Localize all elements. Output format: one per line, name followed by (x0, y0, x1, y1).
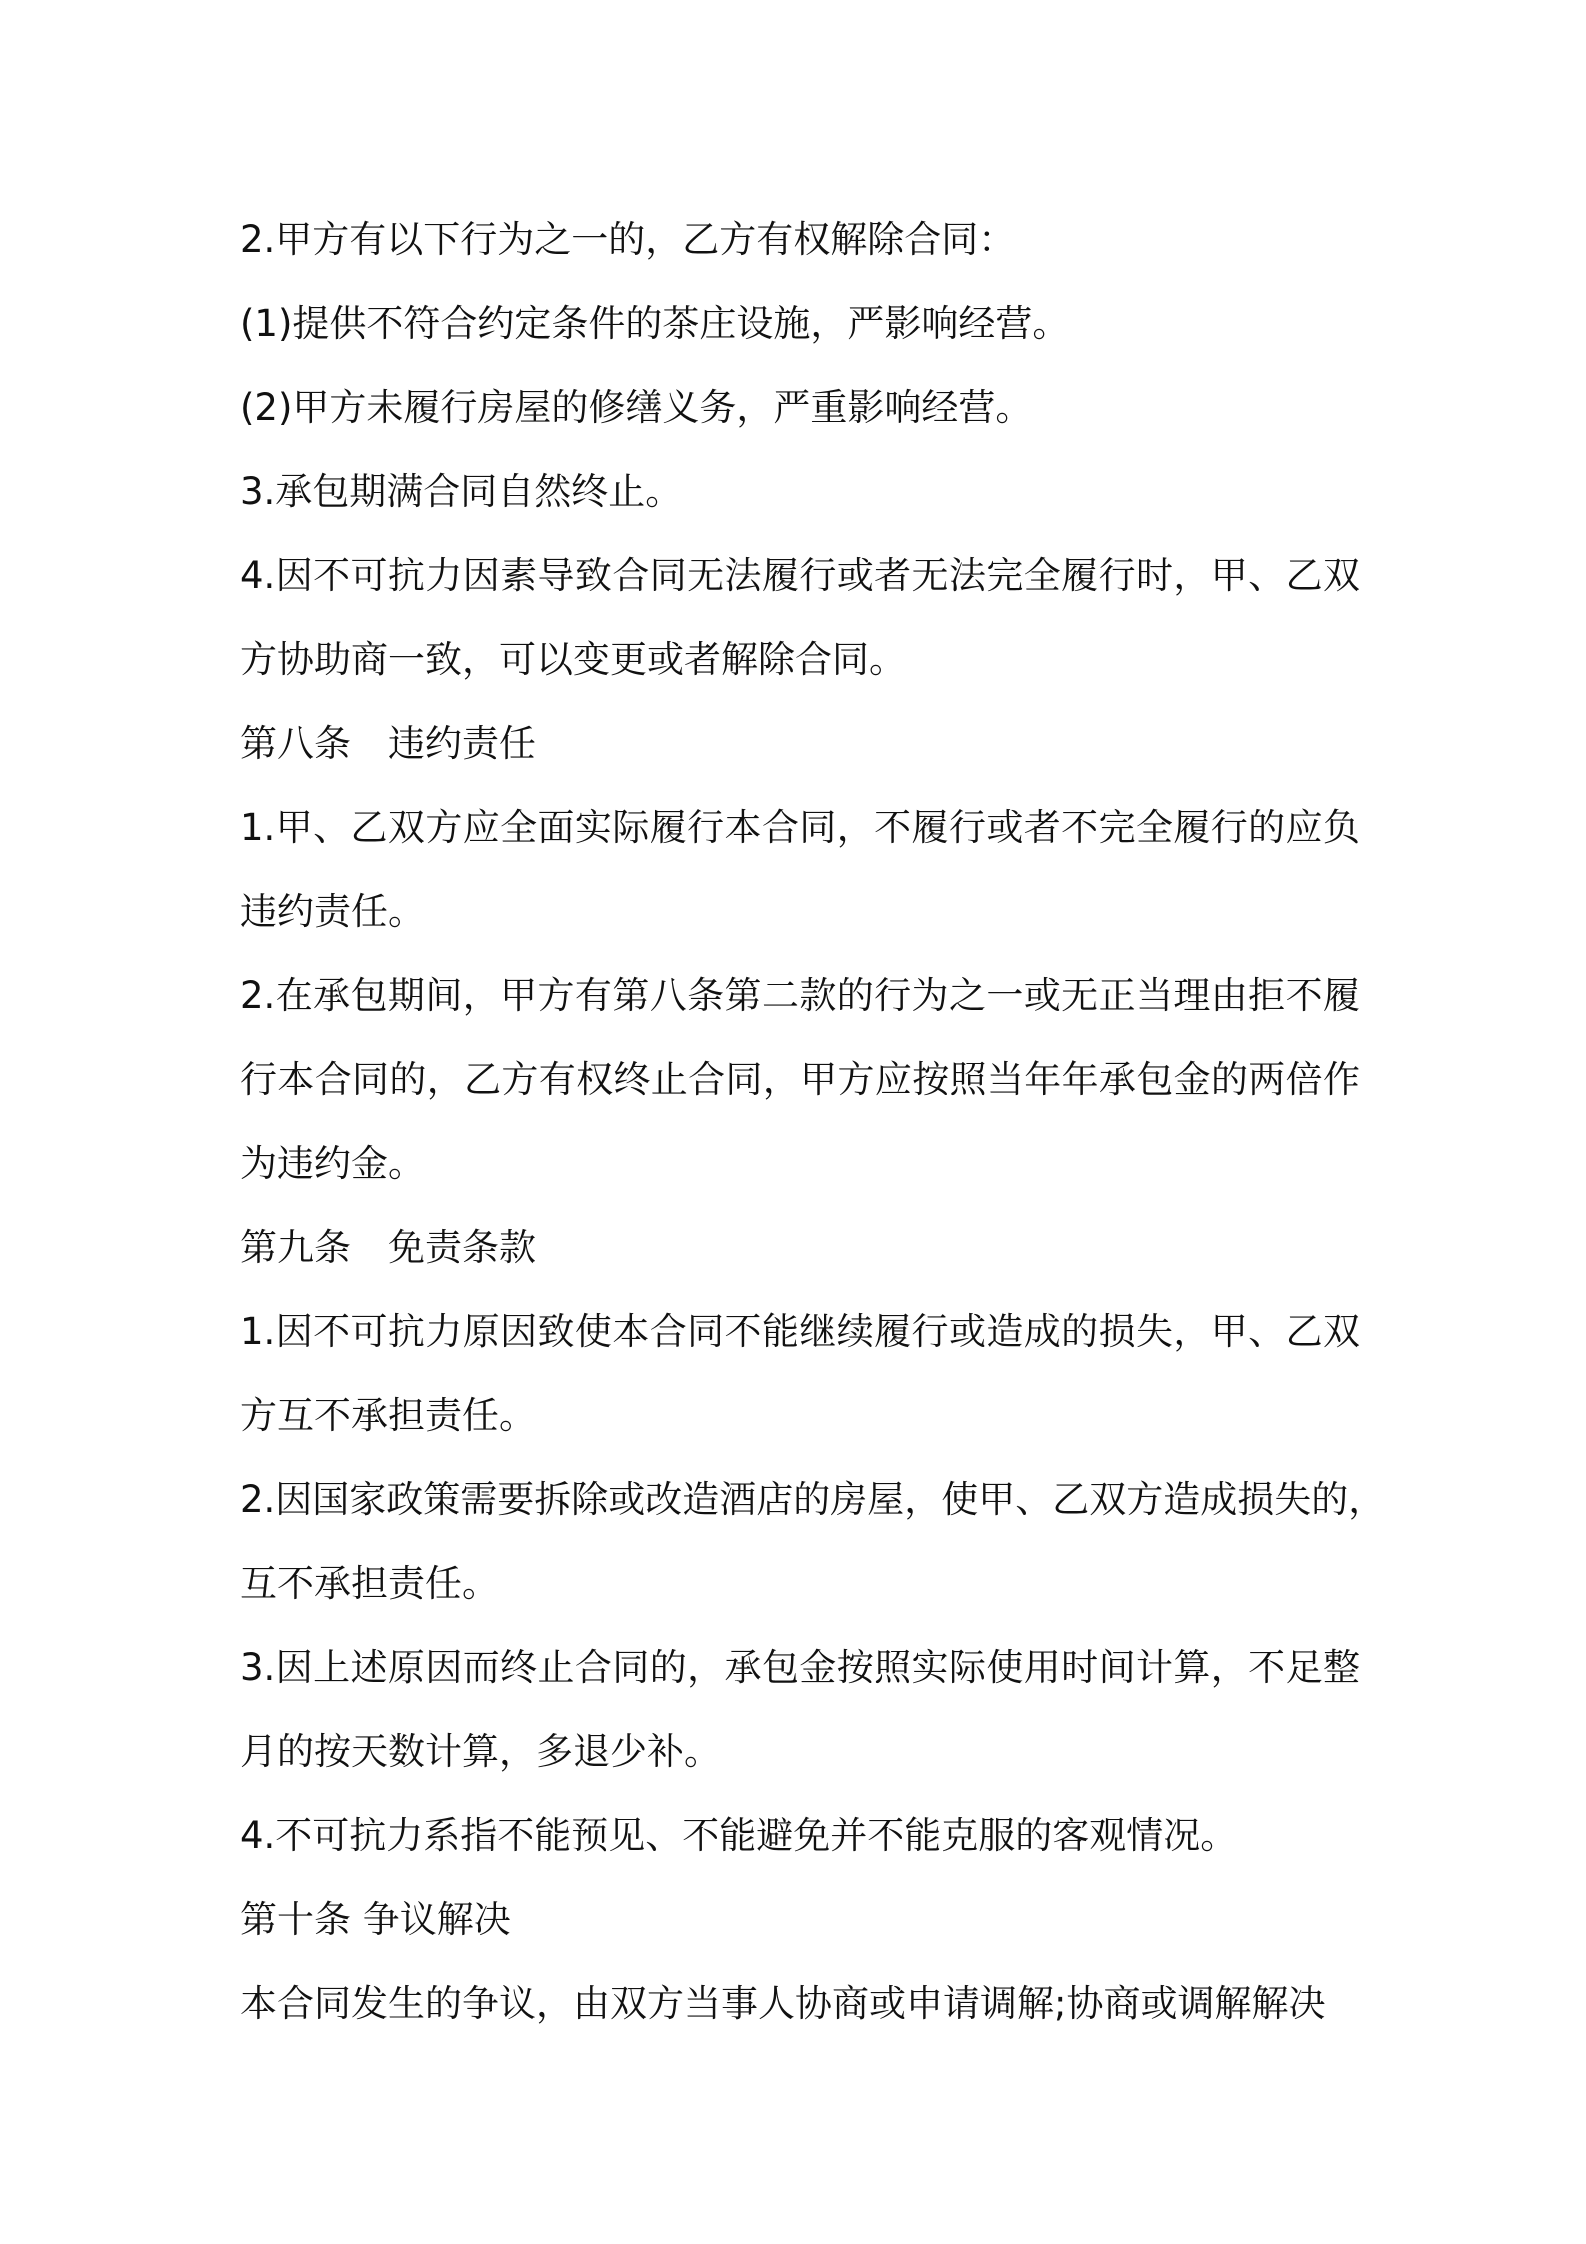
clause-7-item-2: 2.甲方有以下行为之一的，乙方有权解除合同： (240, 218, 1016, 261)
clause-9-item-3-line-2: 月的按天数计算，多退少补。 (240, 1730, 721, 1773)
document-body (240, 198, 1386, 2046)
clause-8-item-2-line-3: 为违约金。 (240, 1142, 425, 1185)
clause-9-item-1-line-1: 1.因不可抗力原因致使本合同不能继续履行或造成的损失，甲、乙双 (240, 1310, 1360, 1353)
clause-7-item-4-line-1: 4.因不可抗力因素导致合同无法履行或者无法完全履行时，甲、乙双 (240, 554, 1360, 597)
clause-8-item-2-line-2: 行本合同的，乙方有权终止合同，甲方应按照当年年承包金的两倍作 (240, 1058, 1360, 1101)
heading-article-10: 第十条 争议解决 (240, 1898, 511, 1941)
clause-7-item-4-line-2: 方协助商一致，可以变更或者解除合同。 (240, 638, 906, 681)
clause-7-item-3: 3.承包期满合同自然终止。 (240, 470, 683, 513)
clause-8-item-2-line-1: 2.在承包期间，甲方有第八条第二款的行为之一或无正当理由拒不履 (240, 974, 1360, 1017)
clause-7-item-2-sub-1: (1)提供不符合约定条件的茶庄设施，严影响经营。 (240, 302, 1070, 345)
clause-7-item-2-sub-2: (2)甲方未履行房屋的修缮义务，严重影响经营。 (240, 386, 1033, 429)
clause-9-item-1-line-2: 方互不承担责任。 (240, 1394, 536, 1437)
clause-9-item-2-line-2: 互不承担责任。 (240, 1562, 499, 1605)
clause-9-item-4: 4.不可抗力系指不能预见、不能避免并不能克服的客观情况。 (240, 1814, 1238, 1857)
heading-article-8: 第八条 违约责任 (240, 722, 536, 765)
clause-8-item-1-line-1: 1.甲、乙双方应全面实际履行本合同，不履行或者不完全履行的应负 (240, 806, 1360, 849)
clause-10-line-1: 本合同发生的争议，由双方当事人协商或申请调解;协商或调解解决 (240, 1982, 1326, 2025)
clause-9-item-2-line-1: 2.因国家政策需要拆除或改造酒店的房屋，使甲、乙双方造成损失的， (240, 1478, 1386, 1521)
heading-article-9: 第九条 免责条款 (240, 1226, 536, 1269)
clause-8-item-1-line-2: 违约责任。 (240, 890, 425, 933)
clause-9-item-3-line-1: 3.因上述原因而终止合同的，承包金按照实际使用时间计算，不足整 (240, 1646, 1360, 1689)
